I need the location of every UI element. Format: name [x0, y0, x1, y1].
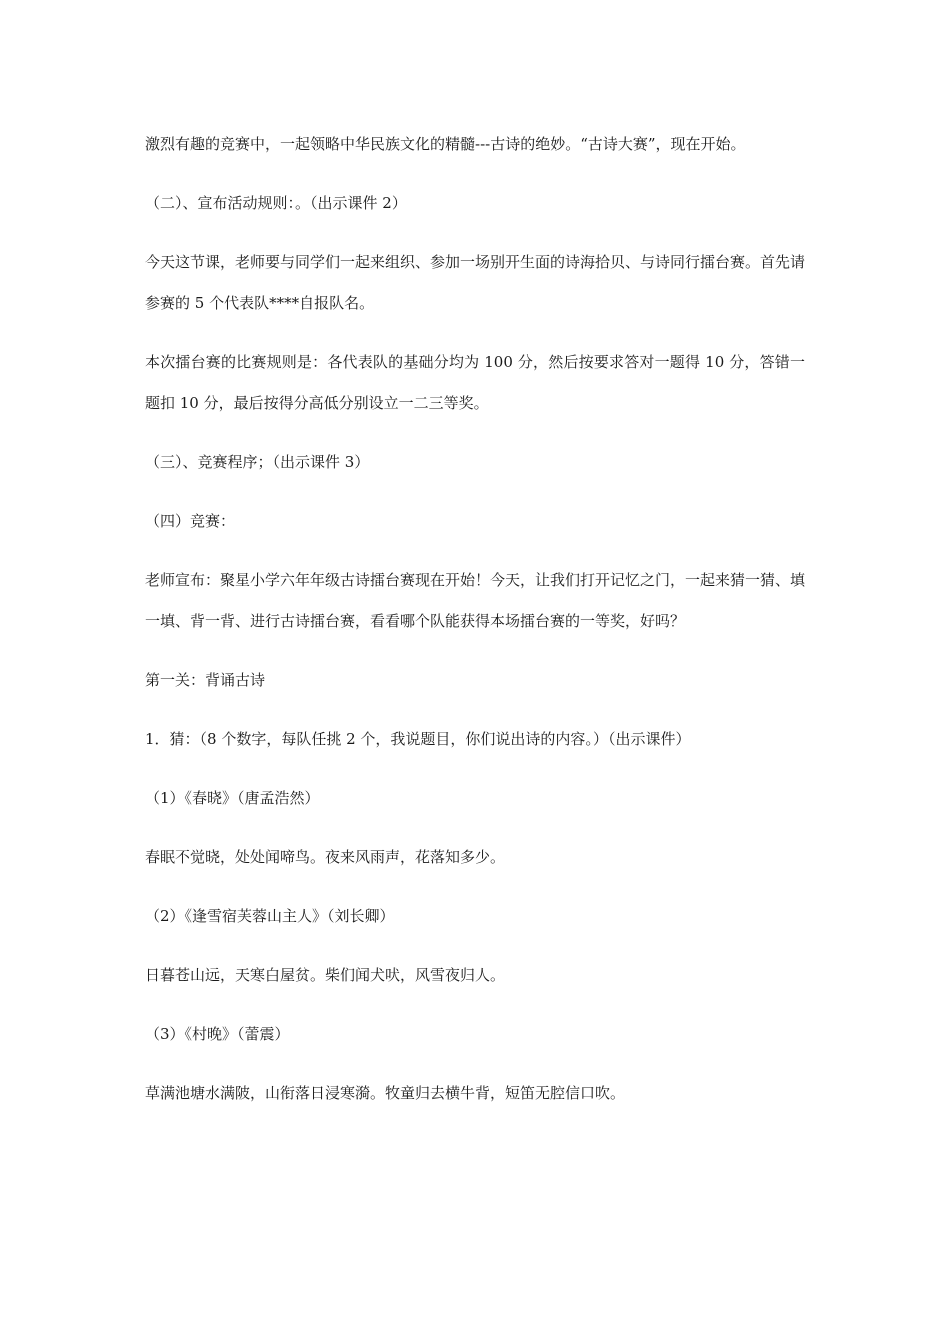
paragraph-teacher-announcement: 老师宣布：聚星小学六年年级古诗擂台赛现在开始！今天，让我们打开记忆之门，一起来猜一猜、填一填、背一背、进行古诗擂台赛，看看哪个队能获得本场擂台赛的一等奖，好吗？ — [145, 571, 806, 630]
poem-text-1: 春眠不觉晓，处处闻啼鸟。夜来风雨声，花落知多少。 — [145, 848, 506, 866]
heading-round-one: 第一关：背诵古诗 — [145, 671, 266, 689]
poem-text-2: 日暮苍山远，天寒白屋贫。柴们闻犬吠，风雪夜归人。 — [145, 966, 506, 984]
heading-procedure: （三）、竞赛程序；（出示课件 3） — [145, 453, 370, 471]
paragraph-guess-instructions: 1．猜：（8 个数字，每队任挑 2 个，我说题目，你们说出诗的内容。）（出示课件） — [145, 730, 691, 748]
poem-text-3: 草满池塘水满陂，山衔落日浸寒漪。牧童归去横牛背，短笛无腔信口吹。 — [145, 1084, 626, 1102]
paragraph-scoring-rules: 本次擂台赛的比赛规则是：各代表队的基础分均为 100 分，然后按要求答对一题得 10 分，答错一题扣 10 分，最后按得分高低分别设立一二三等奖。 — [145, 353, 805, 412]
document-body — [145, 124, 805, 1114]
heading-competition: （四）竞赛： — [145, 512, 236, 530]
paragraph-intro-continued: 激烈有趣的竞赛中，一起领略中华民族文化的精髓---古诗的绝妙。“古诗大赛”，现在开始。 — [145, 135, 746, 153]
paragraph-class-intro: 今天这节课，老师要与同学们一起来组织、参加一场别开生面的诗海拾贝、与诗同行擂台赛。首先请参赛的 5 个代表队****自报队名。 — [145, 253, 806, 312]
heading-rules: （二）、宣布活动规则：。（出示课件 2） — [145, 194, 407, 212]
poem-title-3: （3）《村晚》（蕾震） — [145, 1025, 290, 1043]
poem-title-1: （1）《春晓》（唐孟浩然） — [145, 789, 320, 807]
poem-title-2: （2）《逢雪宿芙蓉山主人》（刘长卿） — [145, 907, 395, 925]
